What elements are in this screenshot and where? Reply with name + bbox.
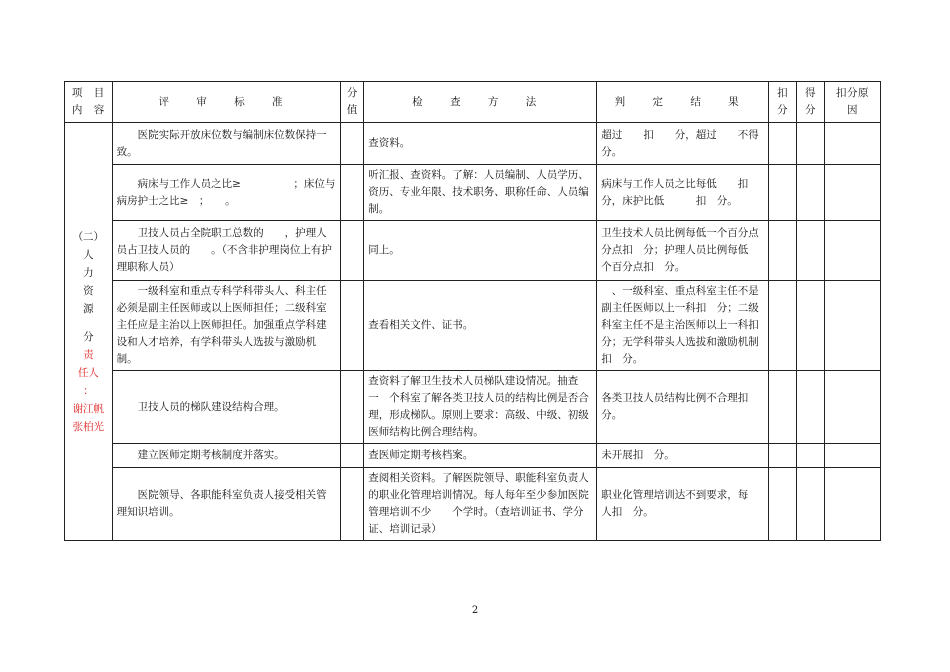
result-cell: 职业化管理培训达不到要求，每 人扣 分。 <box>597 468 769 541</box>
deduct-cell <box>769 468 797 541</box>
table-row <box>65 281 881 371</box>
category-line: 力 <box>83 266 94 279</box>
table-row <box>65 468 881 541</box>
header-method <box>364 82 597 123</box>
result-cell: 各类卫技人员结构比例不合理扣 分。 <box>597 371 769 444</box>
reason-cell <box>825 371 881 444</box>
method-cell: 查看相关文件、证书。 <box>364 281 597 371</box>
evaluation-table <box>64 81 881 541</box>
responsible-label: ： <box>83 384 94 397</box>
method-cell: 听汇报、查资料。了解：人员编制、人员学历、资历、专业年限、技术职务、职称任命、人员编制。 <box>364 165 597 221</box>
header-points-line2: 值 <box>346 104 358 116</box>
deduct-cell <box>769 281 797 371</box>
points-cell <box>341 444 364 468</box>
page-number: 2 <box>471 605 479 616</box>
reason-cell <box>825 165 881 221</box>
standard-cell: 一级科室和重点专科学科带头人、科主任必须是副主任医师或以上医师担任；二级科室主任应是主治以上医师担任。加强重点学科建设和人才培养，有学科带头人选拔与激励机制。 <box>112 281 341 371</box>
table-row <box>65 221 881 281</box>
header-method-label: 检 查 方 法 <box>412 95 549 108</box>
standard-cell: 卫技人员占全院职工总数的 ，护理人员占卫技人员的 。（不含非护理岗位上有护理职称人员） <box>112 221 341 281</box>
table-row <box>65 165 881 221</box>
category-cell <box>65 123 113 541</box>
standard-cell: 医院实际开放床位数与编制床位数保持一致。 <box>112 123 341 165</box>
header-result <box>597 82 769 123</box>
score-cell <box>797 444 825 468</box>
table-row <box>65 123 881 165</box>
header-result-label: 判 定 结 果 <box>614 95 751 108</box>
score-cell <box>797 123 825 165</box>
result-cell: 、一级科室、重点科室主任不是副主任医师以上一科扣 分；二级科室主任不是主治医师以上一科扣 分；无学科带头人选拔和激励机制扣 分。 <box>597 281 769 371</box>
points-cell <box>341 165 364 221</box>
header-deduct <box>769 82 797 123</box>
header-score-line2: 分 <box>805 104 817 116</box>
method-cell: 查阅相关资料。了解医院领导、职能科室负责人的职业化管理培训情况。每人每年至少参加医院管理培训不少 个学时。（查培训证书、学分证、培训记录） <box>364 468 597 541</box>
score-cell <box>797 371 825 444</box>
method-cell: 查资料了解卫生技术人员梯队建设情况。抽查 一 个科室了解各类卫技人员的结构比例是否合理，形成梯队。原则上要求：高级、中级、初级医师结构比例合理结构。 <box>364 371 597 444</box>
standard-cell: 医院领导、各职能科室负责人接受相关管理知识培训。 <box>112 468 341 541</box>
header-reason-line2: 因 <box>847 104 859 116</box>
result-cell: 卫生技术人员比例每低一个百分点分点扣 分；护理人员比例每低 个百分点扣 分。 <box>597 221 769 281</box>
reason-cell <box>825 221 881 281</box>
header-category <box>65 82 113 123</box>
header-points <box>341 82 364 123</box>
table-row <box>65 444 881 468</box>
score-cell <box>797 468 825 541</box>
responsible-label: 责 <box>83 348 94 361</box>
reason-cell <box>825 123 881 165</box>
points-cell <box>341 221 364 281</box>
points-cell <box>341 468 364 541</box>
deduct-cell <box>769 165 797 221</box>
result-cell: 病床与工作人员之比每低 扣 分，床护比低 扣 分。 <box>597 165 769 221</box>
points-cell <box>341 123 364 165</box>
category-sub: 分 <box>83 330 94 343</box>
header-points-line1: 分 <box>346 87 358 99</box>
header-deduct-line2: 分 <box>777 104 789 116</box>
standard-cell: 建立医师定期考核制度并落实。 <box>112 444 341 468</box>
points-cell <box>341 281 364 371</box>
method-cell: 查资料。 <box>364 123 597 165</box>
reason-cell <box>825 444 881 468</box>
header-score <box>797 82 825 123</box>
category-line: （二） <box>72 230 105 243</box>
responsible-person: 谢江帆 <box>72 402 105 415</box>
table-row <box>65 371 881 444</box>
result-cell: 未开展扣 分。 <box>597 444 769 468</box>
header-category-line1: 项 目 <box>71 87 105 99</box>
score-cell <box>797 221 825 281</box>
header-category-line2: 内 容 <box>71 104 105 116</box>
points-cell <box>341 371 364 444</box>
responsible-label: 任人 <box>77 366 99 379</box>
deduct-cell <box>769 444 797 468</box>
header-row <box>65 82 881 123</box>
header-reason <box>825 82 881 123</box>
deduct-cell <box>769 371 797 444</box>
responsible-person: 张柏光 <box>72 420 105 433</box>
deduct-cell <box>769 221 797 281</box>
category-line: 源 <box>83 302 94 315</box>
score-cell <box>797 165 825 221</box>
deduct-cell <box>769 123 797 165</box>
category-line: 人 <box>83 248 94 261</box>
header-deduct-line1: 扣 <box>777 87 789 99</box>
method-cell: 查医师定期考核档案。 <box>364 444 597 468</box>
category-line: 资 <box>83 284 94 297</box>
header-score-line1: 得 <box>805 87 817 99</box>
reason-cell <box>825 468 881 541</box>
header-standard-label: 评 审 标 准 <box>158 95 295 108</box>
reason-cell <box>825 281 881 371</box>
standard-cell: 卫技人员的梯队建设结构合理。 <box>112 371 341 444</box>
standard-cell: 病床与工作人员之比≥ ；床位与病房护士之比≥ ； 。 <box>112 165 341 221</box>
header-reason-line1: 扣分原 <box>836 87 870 99</box>
score-cell <box>797 281 825 371</box>
header-standard <box>112 82 341 123</box>
method-cell: 同上。 <box>364 221 597 281</box>
result-cell: 超过 扣 分，超过 不得分。 <box>597 123 769 165</box>
